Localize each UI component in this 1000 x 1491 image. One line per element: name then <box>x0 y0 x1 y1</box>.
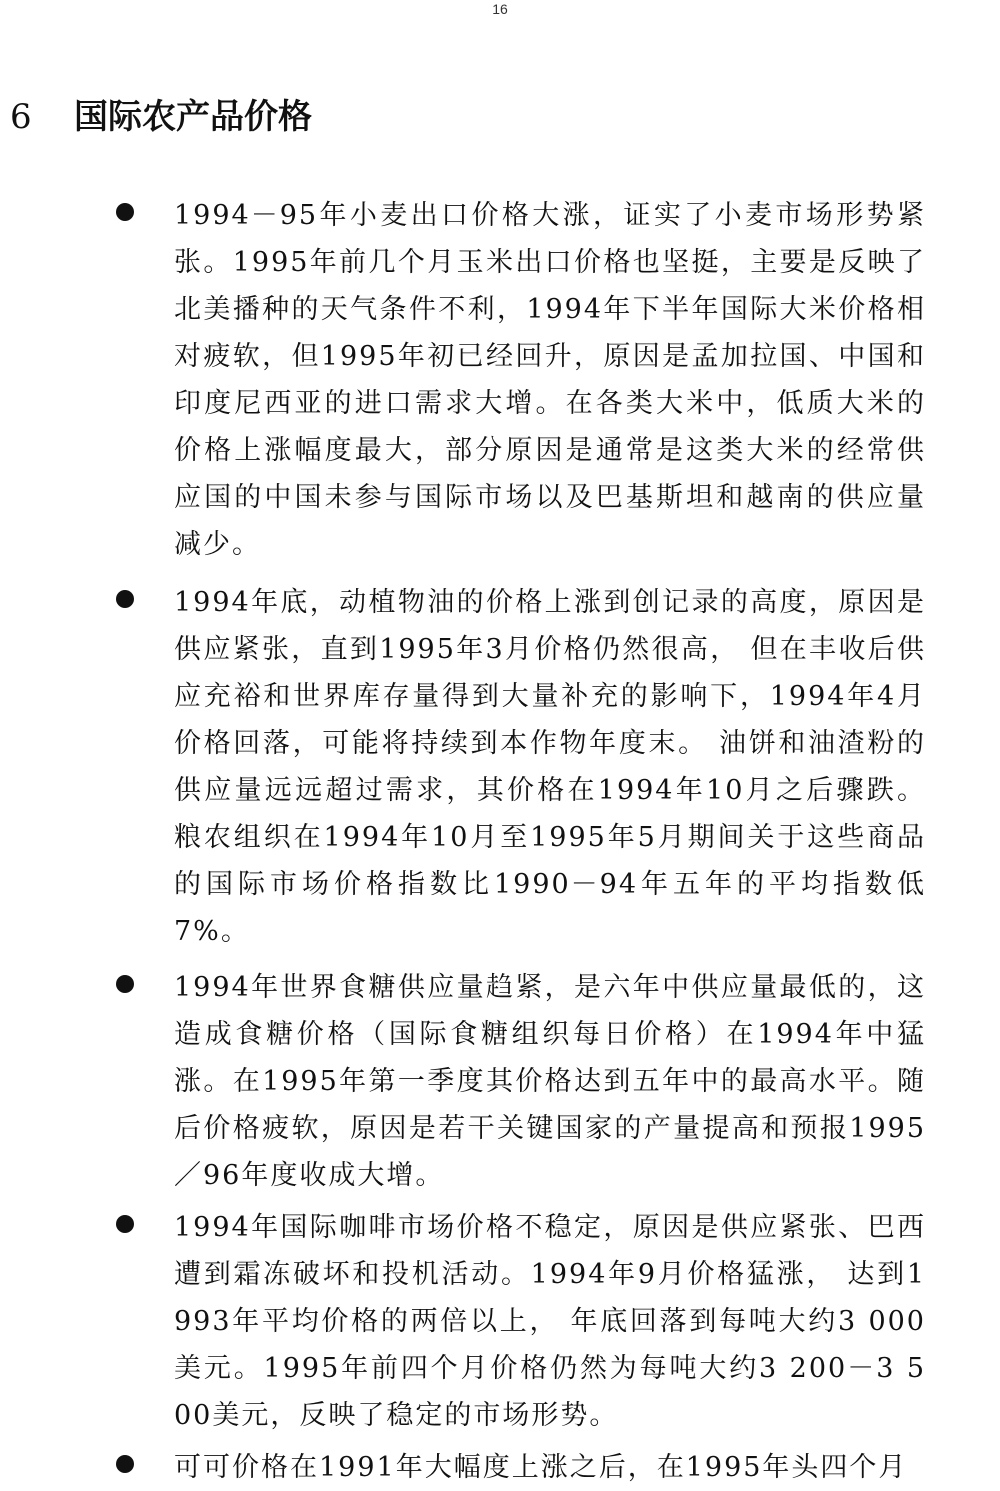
paragraph-cocoa: 可可价格在1991年大幅度上涨之后，在1995年头四个月 <box>174 1452 908 1483</box>
page-number: 16 <box>492 1 508 17</box>
section-number: 6 <box>10 97 32 137</box>
bullet-dot-icon <box>116 590 134 608</box>
section-heading <box>10 96 312 138</box>
bullet-dot-icon <box>116 203 134 221</box>
bullet-dot-icon <box>116 975 134 993</box>
bullet-list <box>0 192 1000 1491</box>
bullet-item <box>0 1444 926 1491</box>
bullet-item <box>0 579 926 964</box>
paragraph-coffee: 1994年国际咖啡市场价格不稳定，原因是供应紧张、巴西遭到霜冻破坏和投机活动。1994年9月价格猛涨， 达到1993年平均价格的两倍以上， 年底回落到每吨大约3 000美元。1995年前四个月价格仍然为每吨大约3 200－3 500美元，反映了稳定的市场形势。 <box>174 1212 926 1431</box>
paragraph-sugar: 1994年世界食糖供应量趋紧，是六年中供应量最低的，这造成食糖价格（国际食糖组织每日价格）在1994年中猛涨。在1995年第一季度其价格达到五年中的最高水平。随后价格疲软，原因是若干关键国家的产量提高和预报1995／96年度收成大增。 <box>174 972 926 1191</box>
bullet-item <box>0 1204 926 1444</box>
section-title: 国际农产品价格 <box>74 97 312 137</box>
bullet-dot-icon <box>116 1215 134 1233</box>
paragraph-oils-oilmeals: 1994年底，动植物油的价格上涨到创记录的高度，原因是供应紧张，直到1995年3月价格仍然很高， 但在丰收后供应充裕和世界库存量得到大量补充的影响下，1994年4月价格回落，可能将持续到本作物年度末。 油饼和油渣粉的供应量远远超过需求，其价格在1994年10月之后骤跌。 粮农组织在1994年10月至1995年5月期间关于这些商品的国际市场价格指数比1990－94年五年的平均指数低7%。 <box>174 587 926 947</box>
bullet-item <box>0 192 926 579</box>
bullet-item <box>0 964 926 1204</box>
bullet-dot-icon <box>116 1455 134 1473</box>
paragraph-wheat-maize-rice: 1994－95年小麦出口价格大涨，证实了小麦市场形势紧张。1995年前几个月玉米出口价格也坚挺，主要是反映了北美播种的天气条件不利，1994年下半年国际大米价格相对疲软，但1995年初已经回升，原因是孟加拉国、中国和印度尼西亚的进口需求大增。在各类大米中，低质大米的价格上涨幅度最大，部分原因是通常是这类大米的经常供应国的中国未参与国际市场以及巴基斯坦和越南的供应量减少。 <box>174 200 926 560</box>
